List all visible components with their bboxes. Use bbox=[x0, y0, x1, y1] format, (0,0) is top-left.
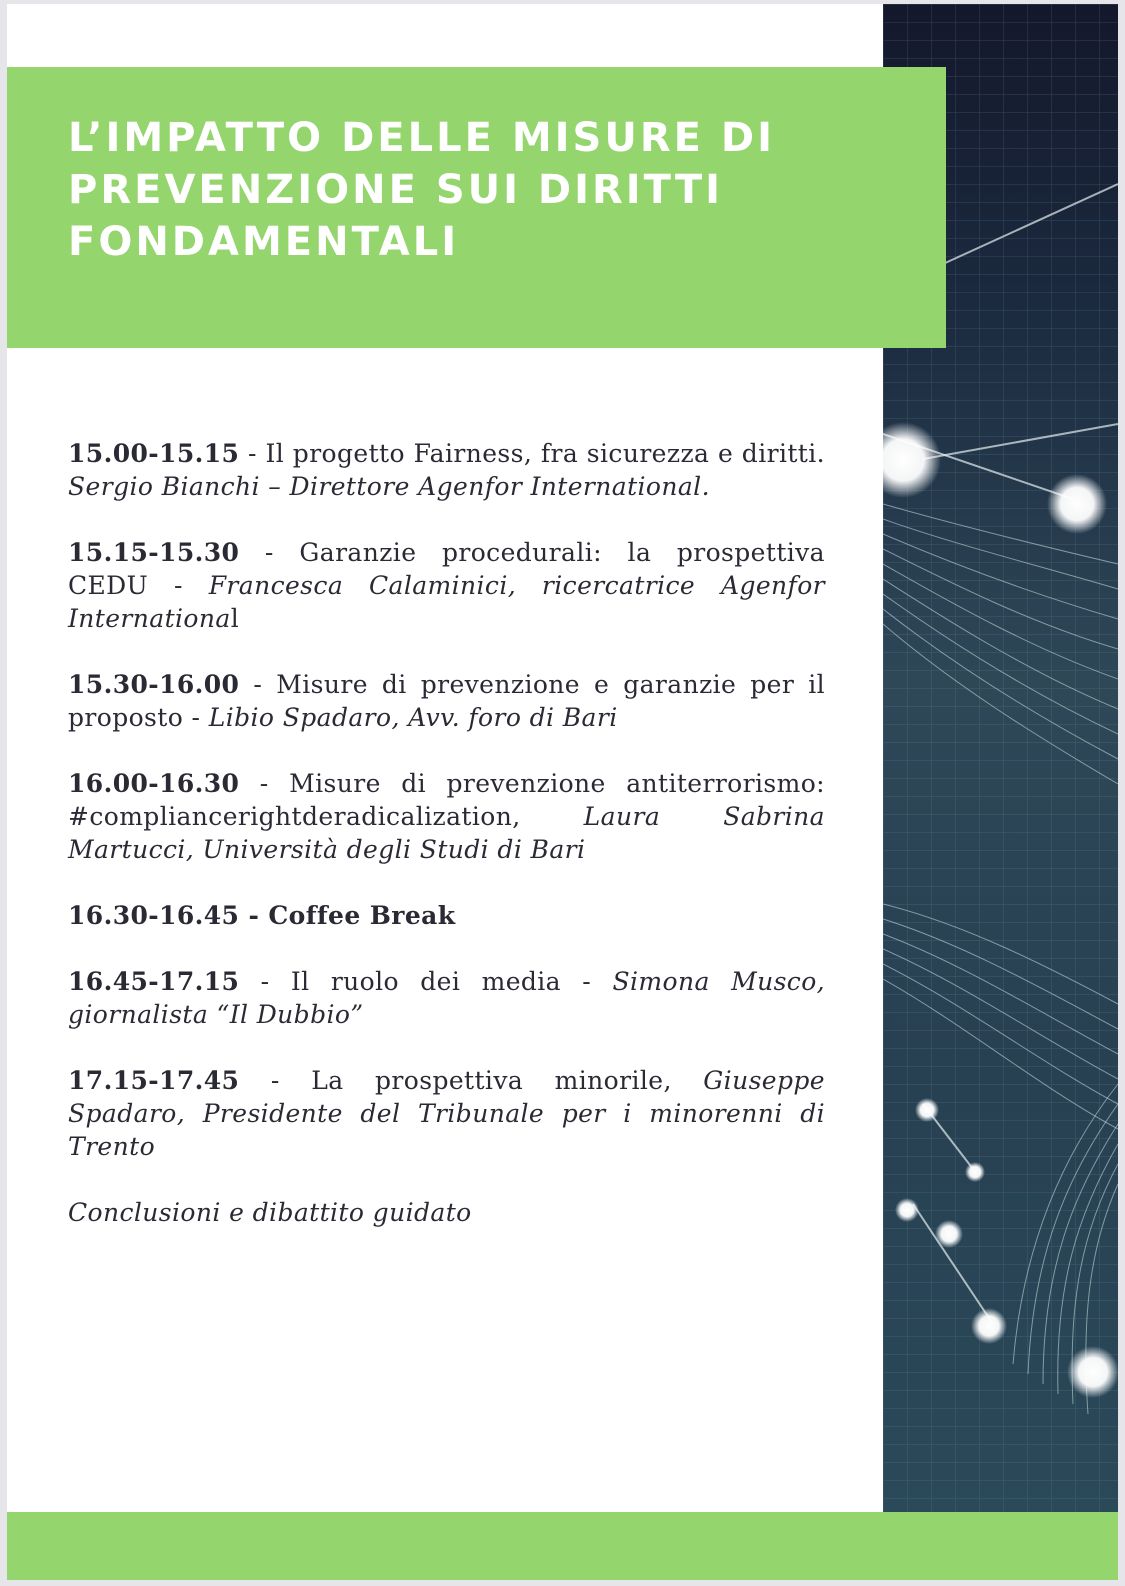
agenda-separator: - bbox=[239, 769, 290, 798]
agenda-speaker: Libio Spadaro, Avv. foro di Bari bbox=[208, 703, 618, 732]
agenda-title: Garanzie procedurali: la prospettiva CEDU - bbox=[68, 538, 825, 600]
closing-note: Conclusioni e dibattito guidato bbox=[68, 1198, 472, 1227]
agenda-list bbox=[68, 437, 825, 1229]
agenda-item bbox=[68, 668, 825, 734]
agenda-time: 17.15-17.45 bbox=[68, 1066, 240, 1095]
agenda-speaker: Francesca Calaminici, ricercatrice Agenfor Internationa bbox=[68, 571, 826, 633]
agenda-item bbox=[68, 767, 825, 866]
agenda-separator: - bbox=[239, 901, 269, 930]
page-title: L’IMPATTO DELLE MISURE DI PREVENZIONE SUI DIRITTI FONDAMENTALI bbox=[68, 115, 775, 265]
agenda-speaker-tail: l bbox=[230, 604, 240, 633]
agenda-speaker-tail bbox=[185, 1099, 203, 1128]
agenda-title: La prospettiva minorile, bbox=[311, 1066, 704, 1095]
agenda-time: 15.15-15.30 bbox=[68, 538, 240, 567]
agenda-speaker: Giuseppe Spadaro, bbox=[68, 1066, 825, 1128]
agenda-title: Il ruolo dei media - bbox=[290, 967, 613, 996]
agenda-item bbox=[68, 437, 825, 503]
agenda-title: Coffee Break bbox=[268, 901, 456, 930]
agenda-time: 16.30-16.45 bbox=[68, 901, 240, 930]
agenda-title: Misure di prevenzione antiterrorismo: #compliancerightderadicalization, bbox=[68, 769, 825, 831]
title-banner bbox=[7, 67, 946, 348]
agenda-time: 16.45-17.15 bbox=[68, 967, 240, 996]
flyer-page bbox=[7, 4, 1118, 1580]
agenda-separator: - bbox=[239, 1066, 312, 1095]
agenda-separator: - bbox=[239, 670, 277, 699]
agenda-separator: - bbox=[239, 967, 291, 996]
agenda-item-coffee-break bbox=[68, 899, 825, 932]
agenda-title: Il progetto Fairness, fra sicurezza e diritti. bbox=[265, 439, 825, 468]
agenda-speaker: Laura Sabrina Martucci, Università degli Studi di Bari bbox=[68, 802, 825, 864]
agenda-speaker: Sergio Bianchi – Direttore Agenfor International. bbox=[68, 472, 710, 501]
footer-bar bbox=[7, 1512, 1118, 1580]
agenda-item bbox=[68, 1064, 825, 1163]
agenda-speaker: Simona Musco, giornalista “Il Dubbio” bbox=[68, 967, 825, 1029]
agenda-item bbox=[68, 536, 825, 635]
agenda-time: 15.00-15.15 bbox=[68, 439, 240, 468]
agenda-time: 16.00-16.30 bbox=[68, 769, 240, 798]
agenda-item bbox=[68, 965, 825, 1031]
agenda-separator: - bbox=[239, 439, 266, 468]
agenda-title: Misure di prevenzione e garanzie per il proposto - bbox=[68, 670, 825, 732]
agenda-time: 15.30-16.00 bbox=[68, 670, 240, 699]
agenda-separator: - bbox=[239, 538, 300, 567]
agenda-speaker-role: Presidente del Tribunale per i minorenni di Trento bbox=[68, 1099, 825, 1161]
